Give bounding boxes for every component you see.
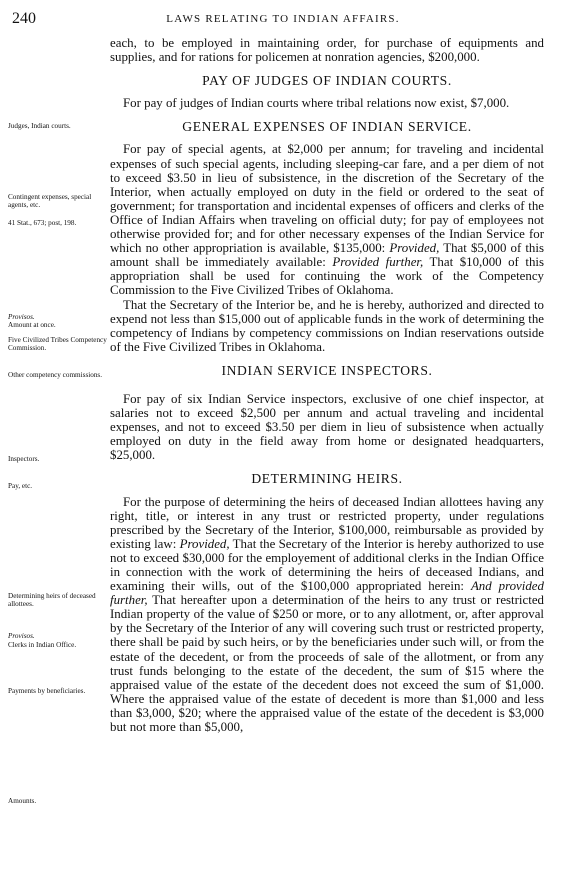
paragraph-inspectors: For pay of six Indian Service inspectors, exclusive of one chief inspector, at salaries not to exceed $2,500 per annum and actual traveling and incidental expenses, and not to exceed $3.50 per diem in lieu of subsistence when actually employed on duty in the field away from home or designated headquarters, $25,000. (110, 391, 544, 463)
paragraph-judges: For pay of judges of Indian courts where tribal relations now exist, $7,000. (123, 96, 510, 111)
heading-inspectors: INDIAN SERVICE INSPECTORS. (221, 362, 433, 378)
margin-note-stat-ref: 41 Stat., 673; post, 198. (8, 219, 77, 227)
page-header (12, 10, 554, 30)
heading-general-expenses: GENERAL EXPENSES OF INDIAN SERVICE. (182, 119, 472, 135)
paragraph-top: each, to be employed in maintaining order, for purchase of equipments and supplies, and for rations for policemen at nonration agencies, $200,000. (110, 36, 544, 65)
margin-note-provisos: Provisos. (8, 313, 35, 321)
margin-note-pay-etc: Pay, etc. (8, 482, 33, 490)
margin-note-heirs: Determining heirs of deceased allottees. (8, 592, 96, 609)
paragraph-secretary: That the Secretary of the Interior be, and he is hereby, authorized and directed to expend not less than $15,000 out of applicable funds in the work of determining the competency of Indians by competency commissions on Indian reservations outside of the Five Civilized Tribes in Oklahoma. (110, 297, 544, 354)
margin-note-five-tribes: Five Civilized Tribes Competency Commission. (8, 336, 107, 353)
margin-note-amounts: Amounts. (8, 797, 37, 805)
margin-note-inspectors: Inspectors. (8, 455, 40, 463)
margin-note-other-commissions: Other competency commissions. (8, 371, 103, 379)
margin-note-clerks: Clerks in Indian Office. (8, 641, 77, 649)
margin-note-judges: Judges, Indian courts. (8, 122, 71, 130)
running-head: LAWS RELATING TO INDIAN AFFAIRS. (166, 13, 400, 25)
paragraph-general-expenses: For pay of special agents, at $2,000 per annum; for traveling and incidental expenses of such special agents, including sleeping-car fare, and a per diem of not to exceed $3.50 in lieu of subsistence, in the discretion of the Secretary of the Interior, when actually employed on duty in the field or ordered to the seat of government; for transportation and incidental expenses of officers and clerks of the Office of Indian Affairs when traveling on official duty; for pay of employees not otherwise provided for; and for other necessary expenses of the Indian Service for which no other appropriation is available, $135,000: Provided, That $5,000 of this amount shall be immediately available: Provided further, That $10,000 of this appropriation shall be used for continuing the work of the Competency Commission to the Five Civilized Tribes of Oklahoma. (110, 142, 544, 298)
heading-heirs: DETERMINING HEIRS. (251, 471, 403, 487)
page-number: 240 (12, 10, 36, 27)
paragraph-heirs: For the purpose of determining the heirs of deceased Indian allottees having any right, title, or interest in any trust or restricted property, under regulations prescribed by the Secretary of the Interior, $100,000, reimbursable as provided by existing law: Provided, That the Secretary of the Interior is hereby authorized to use not to exceed $30,000 for the employement of additional clerks in the Indian Office in connection with the work of determining the heirs of deceased Indians, and examining their wills, out of the $100,000 appropriated herein: And provided further, That hereafter upon a determination of the heirs to any trust or restricted Indian property of the value of $250 or more, or to any allotment, or, after approval by the Secretary of the Interior of any will covering such trust or restricted property, there shall be paid by such heirs, or by the beneficiaries under such will, or from the estate of the decedent, or from the proceeds of sale of the allotment, or from any trust funds belonging to the estate of the decedent, the sum of $15 where the appraised value of the estate of the decedent does not exceed the sum of $1,000. Where the appraised value of the estate of decedent is more than $1,000 and less than $3,000, $20; where the appraised value of the estate of the decedent is $3,000 but not more than $5,000, (110, 494, 544, 735)
margin-note-payments: Payments by beneficiaries. (8, 687, 86, 695)
heading-judges: PAY OF JUDGES OF INDIAN COURTS. (202, 73, 452, 89)
margin-note-provisos-2: Provisos. (8, 632, 35, 640)
body-text (110, 36, 544, 734)
margin-note-amount-at-once: Amount at once. (8, 321, 56, 329)
margin-note-contingent: Contingent expenses, special agents, etc. (8, 193, 92, 210)
